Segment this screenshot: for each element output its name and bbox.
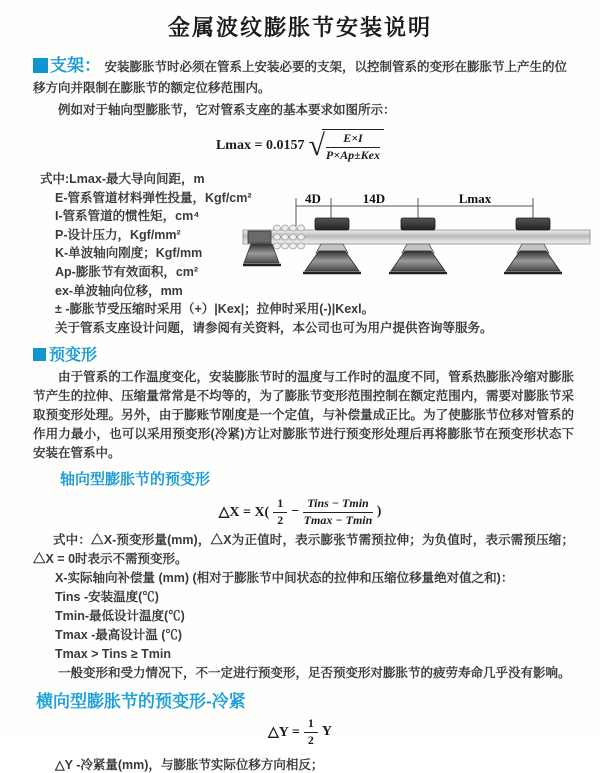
guide-support	[389, 218, 447, 273]
page-title: 金属波纹膨胀节安装说明	[167, 15, 432, 40]
guide-support	[303, 218, 361, 273]
lateral-formula-lhs: △Y =	[268, 724, 300, 740]
dim-label-lmax: Lmax	[458, 191, 492, 206]
pre-deform-body: 由于管系的工作温度变化，安装膨胀节时的温度与工作时的温度不同，管系热膨胀冷缩对膨胀节产生的拉伸、压缩量常常是不均等的，为了膨胀节变形范围控制在额定范围内，需要对膨胀节采取预变形处理。另外，由于膨账节刚度是一个定值，与补偿量成正比。为了使膨胀节位移对管系的作用力最小，也可以采用预变形(冷紧)方让对膨胀节进行预变形处理后再将膨胀节在预变形状态下安装在管系中。	[33, 370, 574, 461]
lateral-formula	[0, 717, 600, 747]
half-denominator: 2	[277, 512, 284, 527]
diagram-svg	[243, 192, 595, 288]
axial-formula-lhs: △X = X(	[218, 504, 270, 520]
dim-label-14d: 14D	[362, 191, 386, 206]
minus-sign: −	[291, 504, 300, 520]
axial-note: Tins -安装温度(℃)	[55, 590, 159, 605]
lmax-formula-denominator: P×Ap±Kex	[325, 148, 381, 162]
lateral-half-numerator: 1	[304, 717, 318, 733]
definition-line: 式中:Lmax-最大导向间距，m	[40, 172, 205, 186]
lateral-formula-rhs: Y	[321, 724, 332, 740]
axial-formula	[0, 495, 600, 529]
definition-line: Ap-膨胀节有效面积，cm²	[55, 264, 199, 279]
axial-subheading: 轴向型膨胀节的预变形	[60, 471, 211, 489]
lateral-half-denominator: 2	[307, 732, 314, 747]
half-numerator: 1	[273, 497, 287, 513]
lmax-formula	[0, 128, 600, 164]
dim-label-4d: 4D	[305, 191, 321, 206]
temp-denominator: Tmax − Tmin	[303, 512, 373, 527]
lmax-formula-numerator: E×I	[326, 132, 380, 148]
definition-line: ± -膨胀节受压缩时采用（+）|Kex|；拉伸时采用(-)|Kexl。	[55, 302, 375, 317]
lateral-note: △Y -冷紧量(mm)，与膨胀节实际位移方向相反；	[55, 758, 324, 773]
guide-support	[504, 218, 562, 273]
axial-note: 一般变形和受力情况下，不一定进行预变形，足否预变形对膨胀节的疲劳寿命几乎没有影响。	[58, 666, 571, 681]
axial-note: Tmin-最低设计温度(℃)	[55, 609, 185, 624]
pre-deform-heading-row	[33, 342, 600, 365]
axial-note: X-实际轴向补偿量 (mm) (相对于膨胀节中间状态的拉伸和压缩位移量绝对值之和)：	[55, 571, 514, 586]
lateral-subheading: 横向型膨胀节的预变形-冷紧	[36, 692, 246, 712]
temp-numerator: Tins − Tmin	[303, 497, 373, 513]
axial-notes	[0, 531, 600, 683]
lmax-formula-lhs: Lmax = 0.0157	[215, 138, 305, 153]
definition-line: P-设计压力，Kgf/mm²	[55, 227, 181, 242]
definition-line: ex-单波轴向位移，mm	[55, 283, 183, 298]
support-section-heading: 支架：	[50, 56, 101, 75]
definition-line: I-管系管道的惯性矩，cm⁴	[55, 209, 200, 224]
axial-note: Tmax > Tins ≥ Tmin	[55, 647, 172, 662]
support-section-intro: 安装膨胀节时必须在管系上安装必要的支架，以控制管系的变形在膨胀节上产生的位移方向并限制在膨胀节的额定位移范围内。	[33, 60, 567, 95]
pre-deform-heading: 预变形	[49, 347, 98, 365]
definition-line: E-管系管道材料弹性投量，Kgf/cm²	[55, 190, 252, 205]
section-square-icon	[33, 58, 48, 73]
axial-note: 式中：△X-预变形量(mm)，△X为正值时，表示膨张节需预拉伸；为负值时，表示需预压缩；△X = 0时表示不需预变形。	[33, 533, 574, 567]
section-square-icon	[33, 348, 46, 361]
definition-line: 关于管系支座设计问题，请参阅有关资料，本公司也可为用户提供咨询等服务。	[55, 320, 493, 335]
axial-note: Tmax -最高设计温 (℃)	[55, 628, 183, 643]
definition-line: K-单波轴向刚度；Kgf/mm	[55, 246, 203, 261]
support-spacing-diagram	[243, 192, 595, 288]
radical	[308, 129, 384, 163]
support-example-line: 例如对于轴向型膨胀节，它对管系支座的基本要求如图所示：	[58, 103, 396, 117]
right-paren: )	[376, 504, 382, 520]
sqrt-icon: √	[308, 129, 325, 162]
support-section-paragraph	[33, 55, 574, 99]
